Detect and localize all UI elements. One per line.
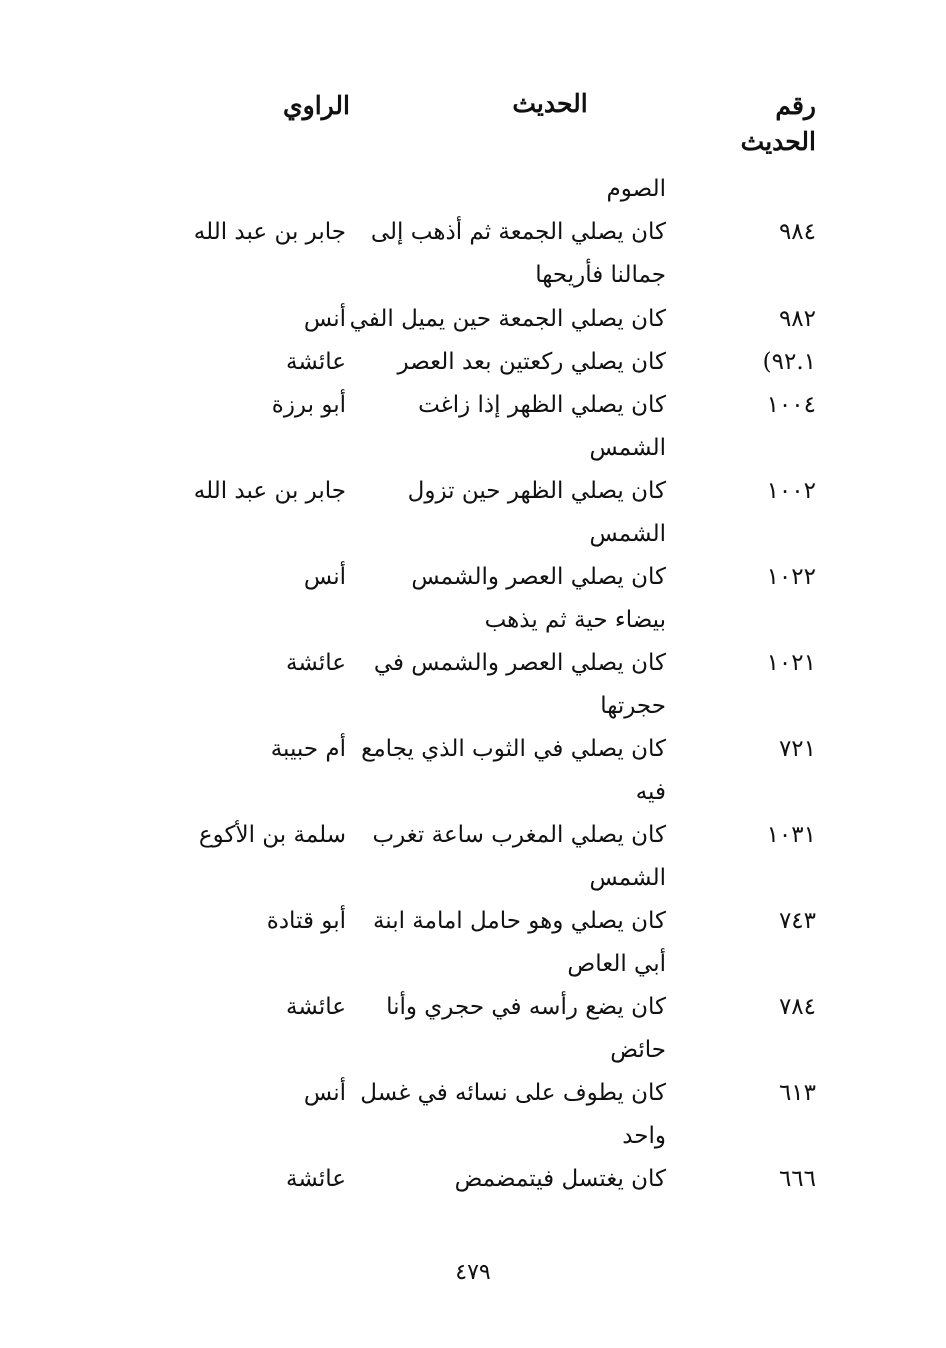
row-number: ٩٨٢ bbox=[778, 306, 816, 332]
hadith-text: كان يصلي الجمعة ثم أذهب إلى bbox=[370, 219, 666, 245]
hadith-text-continued: فيه bbox=[635, 779, 666, 805]
row-number: ١٠٣١ bbox=[766, 822, 816, 848]
hadith-text: كان يصلي وهو حامل امامة ابنة bbox=[372, 908, 666, 934]
row-number: ٩٨٤ bbox=[778, 219, 816, 245]
hadith-text: كان يصلي العصر والشمس bbox=[411, 564, 666, 590]
hadith-text-continued: الشمس bbox=[589, 865, 666, 891]
row-number: ٧٢١ bbox=[778, 736, 816, 762]
narrator: أنس bbox=[303, 564, 346, 590]
hadith-text: كان يضع رأسه في حجري وأنا bbox=[386, 994, 666, 1020]
row-number: ١٠٢٢ bbox=[766, 564, 816, 590]
row-number: ٩٢.١) bbox=[762, 349, 816, 375]
row-number: ٧٨٤ bbox=[778, 994, 816, 1020]
page-number: ٤٧٩ bbox=[455, 1260, 491, 1285]
header-narrator: الراوي bbox=[283, 91, 350, 120]
hadith-text-continued: حائض bbox=[610, 1037, 666, 1063]
hadith-text-continued: أبي العاص bbox=[567, 951, 666, 977]
narrator: عائشة bbox=[286, 349, 346, 375]
header-hadith-number bbox=[726, 88, 816, 160]
hadith-text: كان يطوف على نسائه في غسل bbox=[360, 1080, 666, 1106]
row-number: ٦١٣ bbox=[778, 1080, 816, 1106]
hadith-text-continued: جمالنا فأريحها bbox=[535, 262, 666, 288]
narrator: عائشة bbox=[286, 650, 346, 676]
hadith-text: كان يغتسل فيتمضمض bbox=[454, 1166, 666, 1192]
row-number: ٦٦٦ bbox=[778, 1166, 816, 1192]
hadith-text: كان يصلي المغرب ساعة تغرب bbox=[372, 822, 666, 848]
section-heading: الصوم bbox=[606, 176, 666, 202]
row-number: ٧٤٣ bbox=[778, 908, 816, 934]
hadith-text-continued: حجرتها bbox=[600, 693, 666, 719]
narrator: أم حبيبة bbox=[270, 736, 346, 762]
hadith-text: كان يصلي الظهر حين تزول bbox=[407, 478, 666, 504]
hadith-text-continued: الشمس bbox=[589, 521, 666, 547]
row-number: ١٠٠٢ bbox=[766, 478, 816, 504]
hadith-text: كان يصلي العصر والشمس في bbox=[373, 650, 666, 676]
narrator: أبو برزة bbox=[271, 392, 346, 418]
header-number-line1: رقم bbox=[775, 91, 816, 120]
row-number: ١٠٢١ bbox=[766, 650, 816, 676]
hadith-text: كان يصلي ركعتين بعد العصر bbox=[397, 349, 666, 375]
hadith-text: كان يصلي الظهر إذا زاغت bbox=[418, 392, 666, 418]
hadith-text: كان يصلي الجمعة حين يميل الفي bbox=[349, 306, 666, 332]
narrator: أنس bbox=[303, 1080, 346, 1106]
row-number: ١٠٠٤ bbox=[766, 392, 816, 418]
narrator: عائشة bbox=[286, 1166, 346, 1192]
narrator: سلمة بن الأكوع bbox=[198, 822, 346, 848]
narrator: جابر بن عبد الله bbox=[193, 219, 346, 245]
hadith-text-continued: بيضاء حية ثم يذهب bbox=[484, 607, 666, 633]
narrator: عائشة bbox=[286, 994, 346, 1020]
narrator: أنس bbox=[303, 306, 346, 332]
hadith-text-continued: الشمس bbox=[589, 435, 666, 461]
header-hadith: الحديث bbox=[512, 89, 588, 118]
narrator: جابر بن عبد الله bbox=[193, 478, 346, 504]
hadith-text-continued: واحد bbox=[622, 1123, 666, 1149]
narrator: أبو قتادة bbox=[266, 908, 346, 934]
header-number-line2: الحديث bbox=[740, 127, 816, 156]
hadith-text: كان يصلي في الثوب الذي يجامع bbox=[361, 736, 666, 762]
